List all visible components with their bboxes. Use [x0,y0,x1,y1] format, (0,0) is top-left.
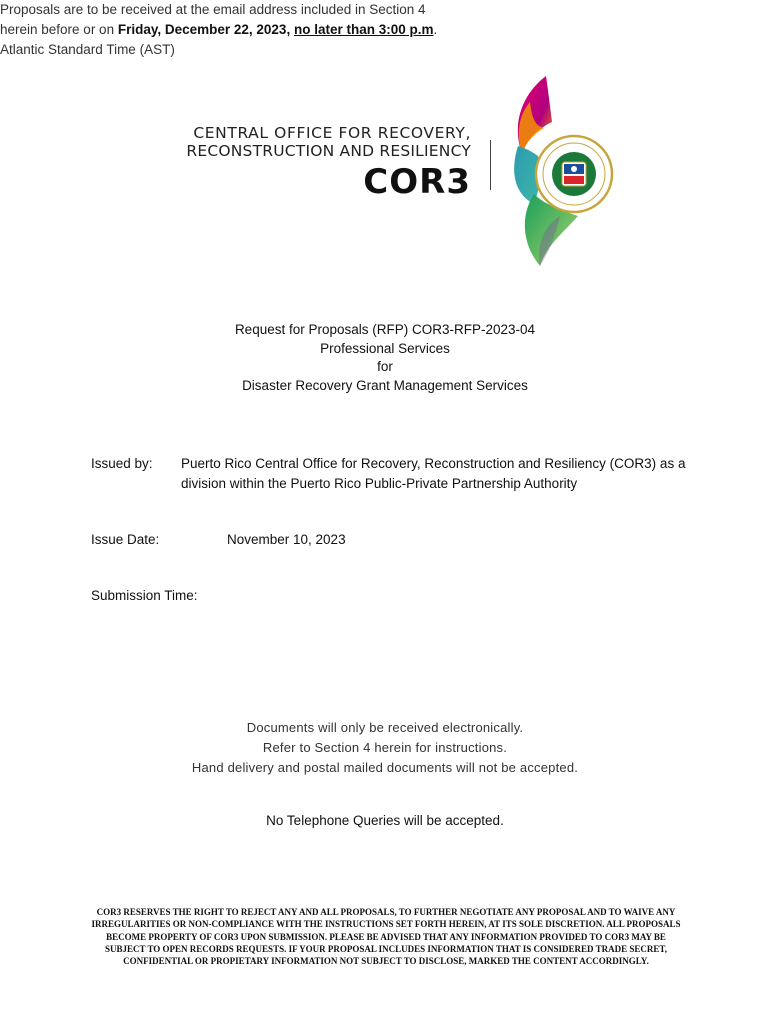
legal-disclaimer: COR3 RESERVES THE RIGHT TO REJECT ANY AND ALL PROPOSALS, TO FURTHER NEGOTIATE ANY PROPOSAL AND TO WAIVE ANY IRREGULARITIES OR NON-COMPLIANCE WITH THE INSTRUCTIONS SET FORTH HEREIN, AT ITS SOLE DISCRETION. ALL PROPOSALS BECOME PROPERTY OF COR3 UPON SUBMISSION. PLEASE BE ADVISED THAT ANY INFORMATION PROVIDED TO COR3 MAY BE SUBJECT TO OPEN RECORDS REQUESTS. IF YOUR PROPOSAL INCLUDES INFORMATION THAT IS CONSIDERED TRADE SECRET, CONFIDENTIAL OR PROPIETARY INFORMATION NOT SUBJECT TO DISCLOSE, MARKED THE CONTENT ACCORDINGLY. [91,907,681,967]
submission-time-value [0,0,455,60]
notes-line2: Refer to Section 4 herein for instructions. [262,740,508,755]
org-name-line1: CENTRAL OFFICE FOR RECOVERY, [193,124,471,142]
rfp-title-line3: for [377,359,393,374]
submission-deadline-date: Friday, December 22, 2023, [117,22,291,37]
rfp-title-line1: Request for Proposals (RFP) COR3-RFP-2023-04 [234,322,536,337]
rfp-title-block [0,321,770,395]
submission-time-label: Submission Time: [91,588,198,603]
submission-deadline-time: no later than 3:00 p.m [293,22,434,37]
submission-notes [0,718,770,778]
issued-by-value: Puerto Rico Central Office for Recovery, Reconstruction and Resiliency (COR3) as a division within the Puerto Rico Public-Private Partnership Authority [181,456,686,491]
org-logo-text [155,124,471,202]
submission-text-before: Proposals are to be received at the email address included in Section 4 herein before or on [0,2,426,37]
no-telephone-notice: No Telephone Queries will be accepted. [266,813,504,828]
org-name-line2: RECONSTRUCTION AND RESILIENCY [186,142,471,160]
issued-by-label: Issued by: [91,456,153,471]
org-acronym: COR3 [363,162,471,202]
issue-date-label: Issue Date: [91,532,160,547]
notes-line3: Hand delivery and postal mailed documents will not be accepted. [191,760,579,775]
submission-text-after: . Atlantic Standard Time (AST) [0,22,438,57]
cor3-logo-mark-icon [500,76,618,266]
rfp-title-line4: Disaster Recovery Grant Management Services [242,377,528,393]
logo-divider [490,140,491,190]
issue-date-value: November 10, 2023 [227,532,346,547]
notes-line1: Documents will only be received electronically. [246,720,524,735]
rfp-title-line2: Professional Services [320,340,450,356]
